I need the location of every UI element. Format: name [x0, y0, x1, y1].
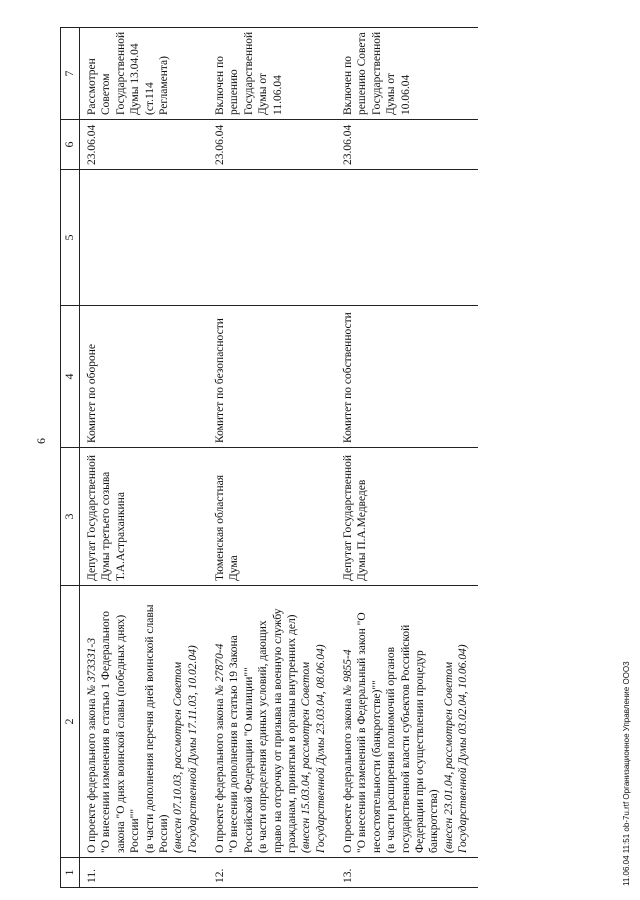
bill-submitted: (внесен 15.03.04, рассмотрен Советом Государственной Думы 23.03.04, 08.06.04) — [300, 644, 327, 853]
bill-note: (в части расширения полномочий органов государственной власти субъектов Российской Федерации при осуществлении процедур банкротства) — [385, 624, 441, 853]
bill-decision: Рассмотрен Советом Государственной Думы 13.04.04 (ст.114 Регламента) — [80, 28, 209, 120]
table-row — [80, 28, 209, 888]
header-row — [61, 28, 80, 888]
row-number: 13. — [336, 858, 478, 888]
bill-submitted: (внесен 07.10.03, рассмотрен Советом Государственной Думы 17.11.03, 10.02.04) — [172, 645, 199, 853]
header-col-1: 1 — [61, 858, 80, 888]
bill-note: (в части дополнения перечня дней воинской славы России) — [143, 604, 170, 853]
bill-number: № 9855-4 — [342, 649, 354, 696]
bill-intro: О проекте федерального закона — [86, 698, 98, 853]
bill-committee: Комитет по безопасности — [208, 306, 336, 448]
header-col-6: 6 — [61, 120, 80, 170]
bill-description — [208, 586, 336, 858]
bill-date: 23.06.04 — [80, 120, 209, 170]
bill-description — [336, 586, 478, 858]
bill-decision: Включен по решению Совета Государственной Думы от 10.06.04 — [336, 28, 478, 120]
bill-title: "О внесении дополнения в статью 19 Закона Российской Федерации "О милиции"" — [228, 635, 255, 853]
bill-note: (в части определения единых условий, дающих право на отсрочку от призыва на военную службу гражданам, принятым в органы внутренних дел) — [257, 608, 298, 853]
bill-col5 — [80, 170, 209, 306]
bill-author: Депутат Государственной Думы третьего созыва Т.А.Астраханкина — [80, 448, 209, 586]
bill-col5 — [208, 170, 336, 306]
bill-number: № 373331-3 — [86, 637, 98, 696]
bill-committee: Комитет по собственности — [336, 306, 478, 448]
table-row — [336, 28, 478, 888]
bill-intro: О проекте федерального закона — [342, 698, 354, 853]
agenda-table-container — [60, 28, 560, 888]
bill-description — [80, 586, 209, 858]
bill-date: 23.06.04 — [208, 120, 336, 170]
row-number: 12. — [208, 858, 336, 888]
bill-committee: Комитет по обороне — [80, 306, 209, 448]
bill-submitted: (внесен 23.01.04, рассмотрен Советом Государственной Думы 03.02.04, 10.06.04) — [442, 644, 469, 853]
header-col-4: 4 — [61, 306, 80, 448]
bill-number: № 27870-4 — [214, 643, 226, 696]
header-col-3: 3 — [61, 448, 80, 586]
bill-col5 — [336, 170, 478, 306]
header-col-5: 5 — [61, 170, 80, 306]
document-footer: 11.06.04 11:51 ob-7u.rtf Организационное Управление ООО3 — [622, 661, 631, 886]
agenda-table — [60, 27, 478, 888]
header-col-7: 7 — [61, 28, 80, 120]
row-number: 11. — [80, 858, 209, 888]
bill-intro: О проекте федерального закона — [214, 698, 226, 853]
bill-date: 23.06.04 — [336, 120, 478, 170]
table-row — [208, 28, 336, 888]
bill-author: Депутат Государственной Думы П.А.Медведев — [336, 448, 478, 586]
bill-author: Тюменская областная Дума — [208, 448, 336, 586]
bill-decision: Включен по решению Государственной Думы от 11.06.04 — [208, 28, 336, 120]
bill-title: "О внесении изменения в статью 1 Федерального закона "О днях воинской славы (победных днях) России"" — [100, 611, 142, 853]
page-number: 6 — [34, 438, 48, 444]
bill-title: "О внесении изменений в Федеральный закон "О несостоятельности (банкротстве)"" — [356, 612, 383, 853]
header-col-2: 2 — [61, 586, 80, 858]
